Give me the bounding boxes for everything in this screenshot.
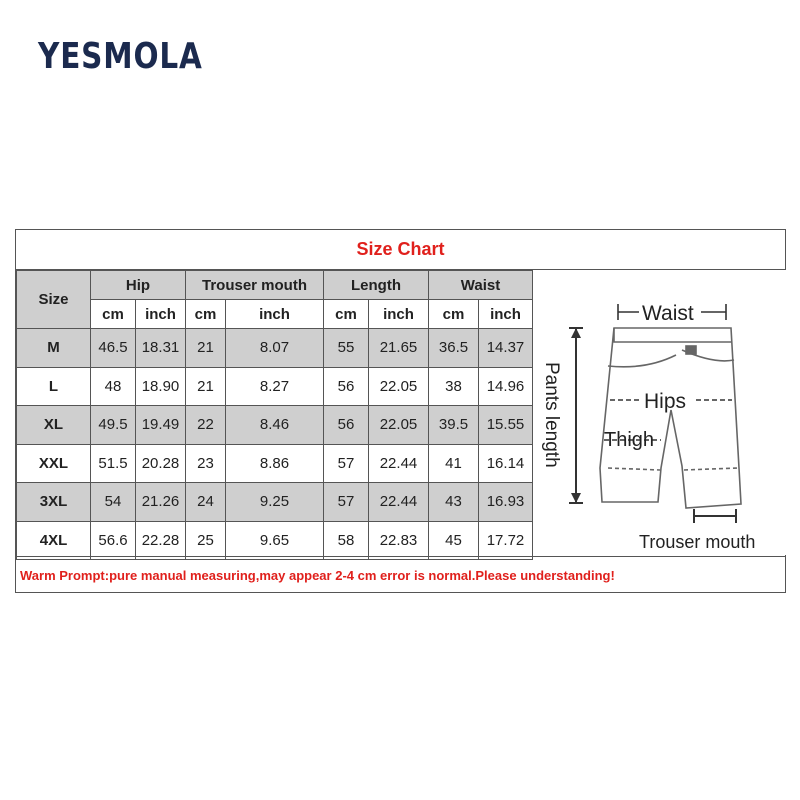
size-label: 3XL — [17, 483, 91, 522]
table-cell: 23 — [186, 444, 226, 483]
size-label: XXL — [17, 444, 91, 483]
unit-header: inch — [136, 300, 186, 329]
group-header-length: Length — [324, 271, 429, 300]
table-cell: 58 — [324, 521, 369, 560]
group-header-trouser-mouth: Trouser mouth — [186, 271, 324, 300]
table-row — [17, 483, 533, 522]
table-cell: 20.28 — [136, 444, 186, 483]
table-cell: 16.93 — [479, 483, 533, 522]
table-cell: 57 — [324, 444, 369, 483]
table-cell: 21 — [186, 367, 226, 406]
table-cell: 24 — [186, 483, 226, 522]
table-cell: 22.05 — [369, 367, 429, 406]
table-cell: 15.55 — [479, 406, 533, 445]
table-cell: 56 — [324, 406, 369, 445]
table-cell: 45 — [429, 521, 479, 560]
trouser-mouth-arrow — [694, 509, 736, 523]
shorts-diagram-svg — [536, 270, 787, 555]
table-row — [17, 444, 533, 483]
shorts-outline — [600, 328, 741, 508]
table-row — [17, 521, 533, 560]
unit-header: inch — [226, 300, 324, 329]
table-cell: 38 — [429, 367, 479, 406]
unit-header: cm — [186, 300, 226, 329]
trouser-mouth-label: Trouser mouth — [639, 532, 756, 552]
table-cell: 51.5 — [91, 444, 136, 483]
unit-header: cm — [429, 300, 479, 329]
group-header-waist: Waist — [429, 271, 533, 300]
measurement-diagram — [536, 270, 787, 555]
size-label: XL — [17, 406, 91, 445]
size-label: L — [17, 367, 91, 406]
table-cell: 21 — [186, 329, 226, 368]
table-cell: 22.05 — [369, 406, 429, 445]
waist-label: Waist — [642, 302, 694, 325]
unit-header: inch — [479, 300, 533, 329]
table-cell: 9.65 — [226, 521, 324, 560]
table-cell: 22 — [186, 406, 226, 445]
table-cell: 14.96 — [479, 367, 533, 406]
pants-length-arrow — [569, 328, 583, 503]
table-cell: 56.6 — [91, 521, 136, 560]
table-cell: 21.26 — [136, 483, 186, 522]
table-cell: 57 — [324, 483, 369, 522]
table-cell: 8.27 — [226, 367, 324, 406]
table-cell: 16.14 — [479, 444, 533, 483]
hips-label: Hips — [644, 390, 687, 413]
table-cell: 22.83 — [369, 521, 429, 560]
unit-header: cm — [324, 300, 369, 329]
warm-prompt: Warm Prompt:pure manual measuring,may appear 2-4 cm error is normal.Please understanding! — [16, 556, 785, 593]
table-cell: 43 — [429, 483, 479, 522]
table-cell: 48 — [91, 367, 136, 406]
table-cell: 22.44 — [369, 444, 429, 483]
unit-header: inch — [369, 300, 429, 329]
table-cell: 21.65 — [369, 329, 429, 368]
table-cell: 8.07 — [226, 329, 324, 368]
table-cell: 49.5 — [91, 406, 136, 445]
table-cell: 17.72 — [479, 521, 533, 560]
pants-length-label: Pants length — [541, 362, 562, 468]
table-cell: 46.5 — [91, 329, 136, 368]
table-cell: 18.90 — [136, 367, 186, 406]
table-cell: 8.46 — [226, 406, 324, 445]
thigh-label: Thigh — [604, 429, 655, 451]
size-label: 4XL — [17, 521, 91, 560]
size-chart — [15, 229, 786, 593]
size-table — [16, 270, 533, 560]
table-row — [17, 367, 533, 406]
group-header-hip: Hip — [91, 271, 186, 300]
table-cell: 54 — [91, 483, 136, 522]
unit-header: cm — [91, 300, 136, 329]
table-row — [17, 329, 533, 368]
table-cell: 39.5 — [429, 406, 479, 445]
table-cell: 14.37 — [479, 329, 533, 368]
table-cell: 22.44 — [369, 483, 429, 522]
table-cell: 18.31 — [136, 329, 186, 368]
table-cell: 22.28 — [136, 521, 186, 560]
table-cell: 55 — [324, 329, 369, 368]
chart-title: Size Chart — [16, 230, 785, 270]
size-label: M — [17, 329, 91, 368]
table-cell: 9.25 — [226, 483, 324, 522]
table-cell: 25 — [186, 521, 226, 560]
table-cell: 19.49 — [136, 406, 186, 445]
table-cell: 56 — [324, 367, 369, 406]
table-row — [17, 406, 533, 445]
table-cell: 36.5 — [429, 329, 479, 368]
table-cell: 41 — [429, 444, 479, 483]
brand-logo: YESMOLA — [38, 36, 203, 77]
size-header: Size — [17, 271, 91, 329]
table-cell: 8.86 — [226, 444, 324, 483]
